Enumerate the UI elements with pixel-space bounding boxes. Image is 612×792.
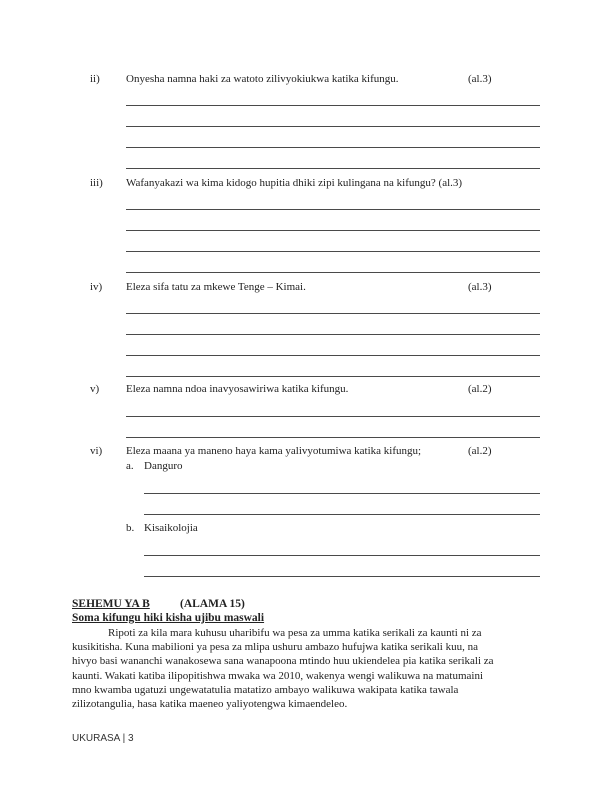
- answer-line[interactable]: [126, 209, 540, 210]
- question-marks-v: (al.2): [468, 383, 492, 395]
- answer-line[interactable]: [126, 272, 540, 273]
- question-marks-iv: (al.3): [468, 281, 492, 293]
- question-number-iv: iv): [90, 281, 103, 293]
- question-number-v: v): [90, 383, 100, 395]
- answer-line[interactable]: [144, 555, 540, 556]
- question-text-ii: Onyesha namna haki za watoto zilivyokiukwa katika kifungu.: [126, 73, 399, 85]
- answer-line[interactable]: [144, 514, 540, 515]
- answer-line[interactable]: [126, 251, 540, 252]
- passage-line: kaunti. Wakati katiba ilipopitishwa mwaka wa 2010, wakenya wengi walikuwa na matumaini: [72, 669, 484, 682]
- answer-line[interactable]: [126, 105, 540, 106]
- question-text-iv: Eleza sifa tatu za mkewe Tenge – Kimai.: [126, 281, 306, 293]
- answer-line[interactable]: [126, 126, 540, 127]
- passage-line: Ripoti za kila mara kuhusu uharibifu wa pesa za umma katika serikali za kaunti ni za: [108, 627, 482, 639]
- passage-line: zilizotangulia, hasa katika maeneo yaliyotengwa kimaendeleo.: [72, 698, 348, 711]
- section-title: SEHEMU YA B: [72, 598, 150, 610]
- answer-line[interactable]: [144, 493, 540, 494]
- question-number-vi: vi): [90, 445, 103, 457]
- answer-line[interactable]: [126, 376, 540, 377]
- question-number-ii: ii): [90, 73, 100, 85]
- answer-line[interactable]: [126, 147, 540, 148]
- section-marks: (ALAMA 15): [180, 598, 245, 610]
- passage-line: mno kwamba ugatuzi ungewatatulia matatizo ambayo walikuwa wakipata katika tawala: [72, 683, 459, 696]
- answer-line[interactable]: [126, 313, 540, 314]
- answer-line[interactable]: [126, 355, 540, 356]
- subitem-label-b: b.: [126, 522, 135, 534]
- question-text-v: Eleza namna ndoa inavyosawiriwa katika kifungu.: [126, 383, 349, 395]
- answer-line[interactable]: [126, 416, 540, 417]
- passage-line: kusikitisha. Kuna mabilioni ya pesa za mlipa ushuru ambazo hufujwa katika serikali kuu, na: [72, 641, 478, 654]
- subitem-text-a: Danguro: [144, 460, 183, 472]
- section-instruction: Soma kifungu hiki kisha ujibu maswali: [72, 612, 265, 624]
- question-number-iii: iii): [90, 177, 103, 189]
- passage-line: hivyo basi wananchi wanakosewa sana wanapoona mtindo huu ukiendelea pia katika serikali za: [72, 655, 494, 668]
- answer-line[interactable]: [126, 168, 540, 169]
- answer-line[interactable]: [126, 437, 540, 438]
- answer-line[interactable]: [144, 576, 540, 577]
- subitem-label-a: a.: [126, 460, 134, 472]
- passage: [72, 626, 542, 711]
- question-marks-ii: (al.3): [468, 73, 492, 85]
- subitem-text-b: Kisaikolojia: [144, 522, 198, 534]
- answer-line[interactable]: [126, 230, 540, 231]
- question-text-iii: Wafanyakazi wa kima kidogo hupitia dhiki zipi kulingana na kifungu? (al.3): [126, 177, 463, 189]
- answer-line[interactable]: [126, 334, 540, 335]
- page-footer: UKURASA | 3: [72, 733, 134, 744]
- question-marks-vi: (al.2): [468, 445, 492, 457]
- question-text-vi: Eleza maana ya maneno haya kama yalivyotumiwa katika kifungu;: [126, 445, 422, 457]
